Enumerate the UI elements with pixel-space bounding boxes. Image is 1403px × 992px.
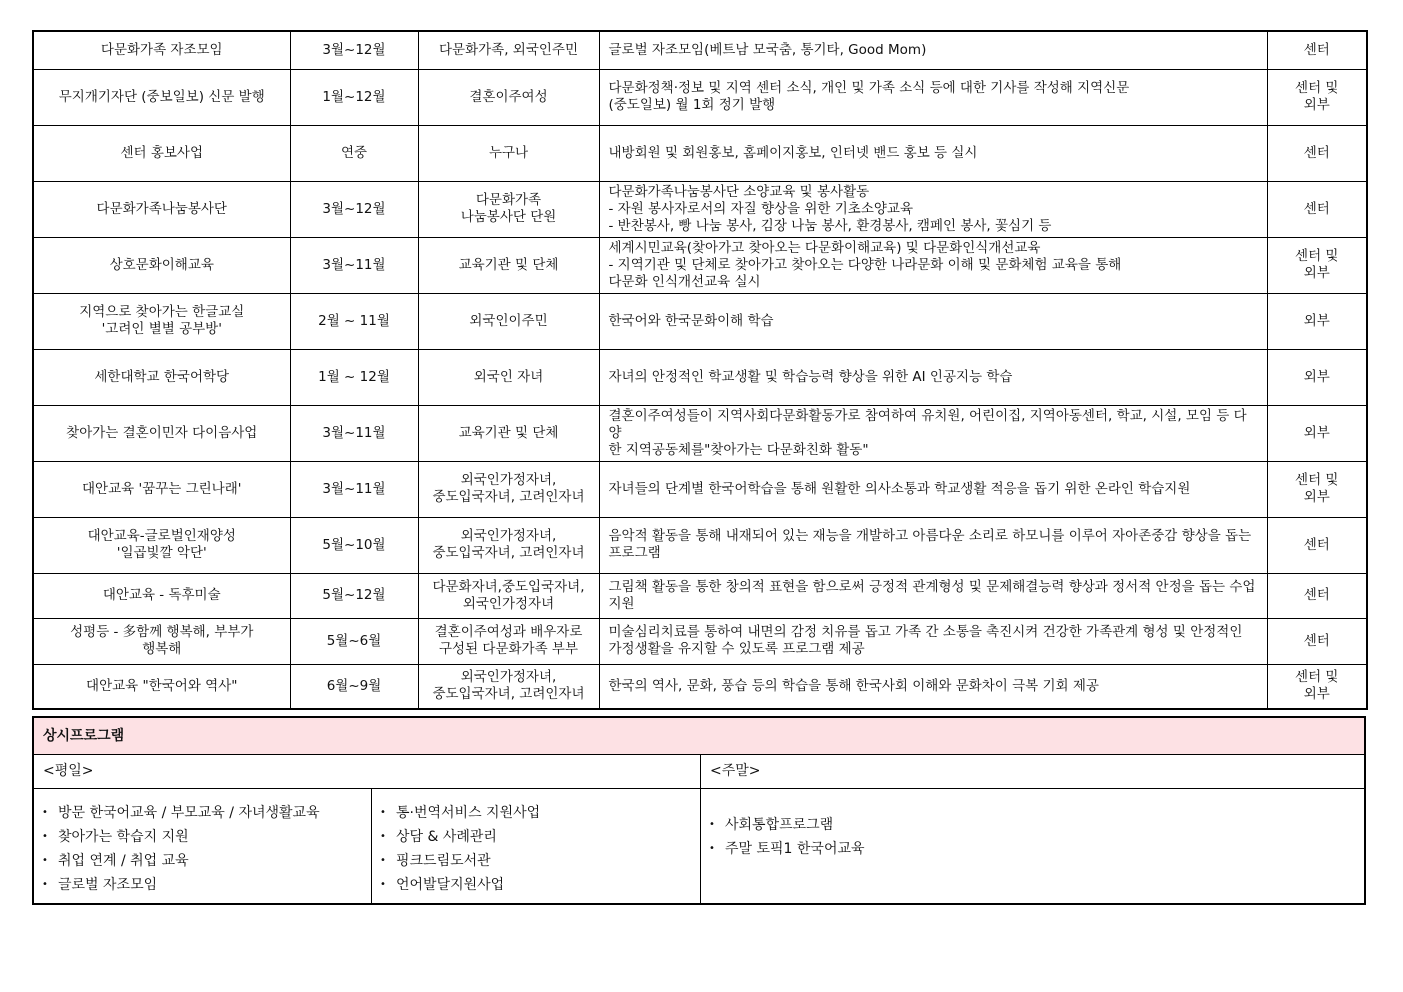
program-name xyxy=(33,237,290,293)
table-row xyxy=(33,618,1367,664)
program-location-line: 외부 xyxy=(1303,312,1330,329)
bullet-icon: • xyxy=(709,843,715,854)
program-location xyxy=(1267,349,1367,405)
program-target-line: 외국인이주민 xyxy=(469,312,548,329)
program-period: 연중 xyxy=(290,125,418,181)
weekday-list-1 xyxy=(34,789,372,905)
program-target-line: 외국인가정자녀, xyxy=(460,472,557,488)
program-target xyxy=(418,573,599,618)
table-row xyxy=(33,349,1367,405)
program-description-line: 내방회원 및 회원홍보, 홈페이지홍보, 인터넷 밴드 홍보 등 실시 xyxy=(608,144,978,161)
program-target xyxy=(418,293,599,349)
program-description-line: 결혼이주여성들이 지역사회다문화활동가로 참여하여 유치원, 어린이집, 지역아동센터, 학교, 시설, 모임 등 다양 xyxy=(608,407,1247,441)
list-item-text: 사회통합프로그램 xyxy=(725,817,834,833)
program-target-line: 결혼이주여성과 배우자로 xyxy=(434,624,583,640)
program-target xyxy=(418,69,599,125)
table-row xyxy=(33,125,1367,181)
program-name-line: 세한대학교 한국어학당 xyxy=(94,368,230,385)
program-name-line: '일곱빛깔 악단' xyxy=(116,545,207,561)
program-name-line: 무지개기자단 (중보일보) 신문 발행 xyxy=(58,88,265,105)
program-name-line: '고려인 별별 공부방' xyxy=(101,321,222,337)
program-target-line: 누구나 xyxy=(488,144,529,161)
program-location-line: 센터 xyxy=(1303,536,1330,553)
list-item xyxy=(380,849,700,873)
program-location-line: 센터 xyxy=(1303,587,1330,603)
program-period: 3월~11월 xyxy=(290,461,418,517)
bullet-list xyxy=(34,801,371,897)
program-target-line: 다문화가족 xyxy=(475,192,542,208)
list-item xyxy=(380,801,700,825)
program-name-line: 대안교육 "한국어와 역사" xyxy=(86,677,238,694)
bullet-icon: • xyxy=(380,831,386,842)
list-item-text: 언어발달지원사업 xyxy=(396,877,505,893)
list-item xyxy=(709,837,1364,861)
program-location xyxy=(1267,31,1367,69)
program-description xyxy=(599,573,1267,618)
program-description-line: 다문화 인식개선교육 실시 xyxy=(608,273,761,290)
program-name-line: 찾아가는 결혼이민자 다이음사업 xyxy=(66,424,258,441)
program-target-line: 외국인 자녀 xyxy=(473,368,544,385)
program-description xyxy=(599,31,1267,69)
list-item-text: 상담 & 사례관리 xyxy=(396,829,497,845)
program-name xyxy=(33,517,290,573)
program-location xyxy=(1267,618,1367,664)
program-description-line: 미술심리치료를 통하여 내면의 감정 치유를 돕고 가족 간 소통을 촉진시켜 건강한 가족관계 형성 및 안정적인 xyxy=(608,624,1243,640)
program-description xyxy=(599,69,1267,125)
program-name-line: 대안교육 '꿈꾸는 그린나래' xyxy=(82,480,242,497)
program-target xyxy=(418,618,599,664)
table-row xyxy=(33,237,1367,293)
program-name xyxy=(33,461,290,517)
table-row xyxy=(33,293,1367,349)
table-row xyxy=(33,517,1367,573)
program-location xyxy=(1267,237,1367,293)
program-target xyxy=(418,349,599,405)
list-item xyxy=(42,873,371,897)
program-target-line: 교육기관 및 단체 xyxy=(458,424,559,441)
program-name-line: 다문화가족나눔봉사단 xyxy=(96,200,227,217)
program-description xyxy=(599,237,1267,293)
program-name-line: 대안교육 - 독후미술 xyxy=(102,587,221,603)
program-name-line: 센터 홍보사업 xyxy=(120,144,204,161)
always-lists xyxy=(34,789,1364,905)
list-item xyxy=(42,825,371,849)
program-location xyxy=(1267,293,1367,349)
program-description xyxy=(599,405,1267,461)
program-period: 3월~11월 xyxy=(290,405,418,461)
program-description xyxy=(599,293,1267,349)
list-item-text: 통·번역서비스 지원사업 xyxy=(396,805,541,821)
bullet-list xyxy=(372,801,700,897)
always-programs-title: 상시프로그램 xyxy=(34,718,1364,755)
program-target xyxy=(418,405,599,461)
list-item-text: 핑크드림도서관 xyxy=(396,853,491,869)
program-description-line: - 지역기관 및 단체로 찾아가고 찾아오는 다양한 나라문화 이해 및 문화체험 교육을 통해 xyxy=(608,256,1122,273)
program-name-line: 다문화가족 자조모임 xyxy=(100,41,223,58)
program-location-line: 센터 xyxy=(1303,200,1330,217)
program-period: 6월~9월 xyxy=(290,664,418,709)
program-name-line: 성평등 - 多함께 행복해, 부부가 xyxy=(70,624,254,640)
program-name xyxy=(33,125,290,181)
program-description-line: (중도일보) 월 1회 정기 발행 xyxy=(608,97,776,113)
program-description xyxy=(599,181,1267,237)
bullet-icon: • xyxy=(42,807,48,818)
table-row xyxy=(33,69,1367,125)
program-target xyxy=(418,125,599,181)
program-target-line: 다문화가족, 외국인주민 xyxy=(439,41,578,58)
program-target-line: 중도입국자녀, 고려인자녀 xyxy=(432,686,585,703)
program-target-line: 교육기관 및 단체 xyxy=(458,256,559,273)
table-row xyxy=(33,664,1367,709)
program-description xyxy=(599,349,1267,405)
table-row xyxy=(33,405,1367,461)
list-item-text: 취업 연계 / 취업 교육 xyxy=(58,853,189,869)
program-description-line: 글로벌 자조모임(베트남 모국춤, 통기타, Good Mom) xyxy=(608,41,927,58)
list-item xyxy=(709,813,1364,837)
program-location-line: 외부 xyxy=(1303,265,1330,281)
program-target xyxy=(418,461,599,517)
program-target xyxy=(418,237,599,293)
bullet-icon: • xyxy=(42,831,48,842)
program-target xyxy=(418,517,599,573)
program-description xyxy=(599,517,1267,573)
program-target xyxy=(418,664,599,709)
program-target-line: 중도입국자녀, 고려인자녀 xyxy=(432,489,585,505)
program-name xyxy=(33,69,290,125)
program-target-line: 나눔봉사단 단원 xyxy=(460,209,557,225)
bullet-icon: • xyxy=(709,819,715,830)
program-name xyxy=(33,293,290,349)
bullet-icon: • xyxy=(380,807,386,818)
program-location xyxy=(1267,664,1367,709)
always-programs-box xyxy=(32,716,1366,905)
program-location xyxy=(1267,125,1367,181)
program-location-line: 센터 및 xyxy=(1295,472,1339,488)
program-location-line: 센터 xyxy=(1303,144,1330,161)
weekday-list-2 xyxy=(372,789,701,905)
program-location xyxy=(1267,573,1367,618)
list-item-text: 방문 한국어교육 / 부모교육 / 자녀생활교육 xyxy=(58,805,320,821)
program-description xyxy=(599,461,1267,517)
program-name xyxy=(33,405,290,461)
program-description-line: 그림책 활동을 통한 창의적 표현을 함으로써 긍정적 관계형성 및 문제해결능력 향상과 정서적 안정을 돕는 수업 xyxy=(608,578,1256,595)
program-description-line: - 자원 봉사자로서의 자질 향상을 위한 기초소양교육 xyxy=(608,200,913,217)
program-description xyxy=(599,664,1267,709)
program-name xyxy=(33,664,290,709)
weekend-label: <주말> xyxy=(710,763,761,779)
program-target-line: 외국인가정자녀, xyxy=(460,669,557,686)
program-description-line: 음악적 활동을 통해 내재되어 있는 재능을 개발하고 아름다운 소리로 하모니를 이루어 자아존중감 향상을 돕는 xyxy=(608,528,1252,544)
program-description-line: 지원 xyxy=(608,595,635,612)
program-period: 1월 ~ 12월 xyxy=(290,349,418,405)
bullet-icon: • xyxy=(380,855,386,866)
list-item xyxy=(380,873,700,897)
program-name xyxy=(33,349,290,405)
program-location-line: 외부 xyxy=(1303,97,1330,113)
program-table xyxy=(32,30,1368,710)
program-location-line: 외부 xyxy=(1303,424,1330,441)
program-period: 5월~12월 xyxy=(290,573,418,618)
program-description-line: - 반찬봉사, 빵 나눔 봉사, 김장 나눔 봉사, 환경봉사, 캠페인 봉사, 꽃심기 등 xyxy=(608,217,1052,234)
program-location xyxy=(1267,181,1367,237)
program-description-line: 가정생활을 유지할 수 있도록 프로그램 제공 xyxy=(608,641,865,657)
program-name xyxy=(33,618,290,664)
program-location-line: 외부 xyxy=(1303,368,1330,385)
program-location-line: 센터 xyxy=(1303,41,1330,58)
program-period: 5월~6월 xyxy=(290,618,418,664)
program-location-line: 외부 xyxy=(1303,686,1330,703)
program-description-line: 세계시민교육(찾아가고 찾아오는 다문화이해교육) 및 다문화인식개선교육 xyxy=(608,239,1041,256)
program-description-line: 다문화가족나눔봉사단 소양교육 및 봉사활동 xyxy=(608,183,870,200)
program-description xyxy=(599,618,1267,664)
program-target-line: 다문화자녀,중도입국자녀, xyxy=(432,578,585,595)
list-item xyxy=(42,849,371,873)
program-period: 3월~12월 xyxy=(290,181,418,237)
program-target-line: 중도입국자녀, 고려인자녀 xyxy=(432,545,585,561)
program-description-line: 자녀의 안정적인 학교생활 및 학습능력 향상을 위한 AI 인공지능 학습 xyxy=(608,368,1013,385)
always-subheaders xyxy=(34,755,1364,789)
program-description-line: 한국어와 한국문화이해 학습 xyxy=(608,312,774,329)
program-description-line: 다문화정책·정보 및 지역 센터 소식, 개인 및 가족 소식 등에 대한 기사를 작성해 지역신문 xyxy=(608,80,1130,96)
program-location xyxy=(1267,517,1367,573)
list-item-text: 찾아가는 학습지 지원 xyxy=(58,829,189,845)
program-location-line: 센터 xyxy=(1303,632,1330,649)
program-name-line: 지역으로 찾아가는 한글교실 xyxy=(79,304,245,320)
program-target xyxy=(418,31,599,69)
program-name xyxy=(33,31,290,69)
program-name-line: 상호문화이해교육 xyxy=(109,256,214,273)
program-period: 5월~10월 xyxy=(290,517,418,573)
table-row xyxy=(33,31,1367,69)
program-name xyxy=(33,573,290,618)
program-table-body xyxy=(33,31,1367,709)
program-name-line: 행복해 xyxy=(142,641,182,657)
table-row xyxy=(33,573,1367,618)
program-description xyxy=(599,125,1267,181)
program-target-line: 결혼이주여성 xyxy=(469,88,548,105)
program-name-line: 대안교육-글로벌인재양성 xyxy=(87,528,236,544)
list-item xyxy=(42,801,371,825)
program-name xyxy=(33,181,290,237)
bullet-icon: • xyxy=(380,879,386,890)
program-target xyxy=(418,181,599,237)
program-period: 3월~12월 xyxy=(290,31,418,69)
weekday-label: <평일> xyxy=(34,755,701,788)
list-item-text: 글로벌 자조모임 xyxy=(58,877,158,893)
list-item-text: 주말 토픽1 한국어교육 xyxy=(725,841,865,857)
program-period: 2월 ~ 11월 xyxy=(290,293,418,349)
program-period: 1월~12월 xyxy=(290,69,418,125)
table-row xyxy=(33,461,1367,517)
program-target-line: 외국인가정자녀 xyxy=(462,595,555,612)
program-location-line: 센터 및 xyxy=(1295,248,1339,264)
bullet-icon: • xyxy=(42,879,48,890)
program-description-line: 한 지역공동체를"찾아가는 다문화친화 활동" xyxy=(608,441,869,458)
program-location xyxy=(1267,461,1367,517)
bullet-list xyxy=(701,813,1364,861)
bullet-icon: • xyxy=(42,855,48,866)
program-description-line: 프로그램 xyxy=(608,545,661,561)
program-period: 3월~11월 xyxy=(290,237,418,293)
program-target-line: 외국인가정자녀, xyxy=(460,528,557,544)
program-location xyxy=(1267,405,1367,461)
program-location xyxy=(1267,69,1367,125)
weekend-list xyxy=(701,789,1364,905)
program-description-line: 한국의 역사, 문화, 풍습 등의 학습을 통해 한국사회 이해와 문화차이 극복 기회 제공 xyxy=(608,677,1099,694)
program-location-line: 외부 xyxy=(1303,489,1330,505)
program-location-line: 센터 및 xyxy=(1295,669,1339,686)
table-row xyxy=(33,181,1367,237)
program-location-line: 센터 및 xyxy=(1295,80,1339,96)
list-item xyxy=(380,825,700,849)
program-description-line: 자녀들의 단계별 한국어학습을 통해 원활한 의사소통과 학교생활 적응을 돕기 위한 온라인 학습지원 xyxy=(608,480,1191,497)
program-target-line: 구성된 다문화가족 부부 xyxy=(439,641,578,657)
